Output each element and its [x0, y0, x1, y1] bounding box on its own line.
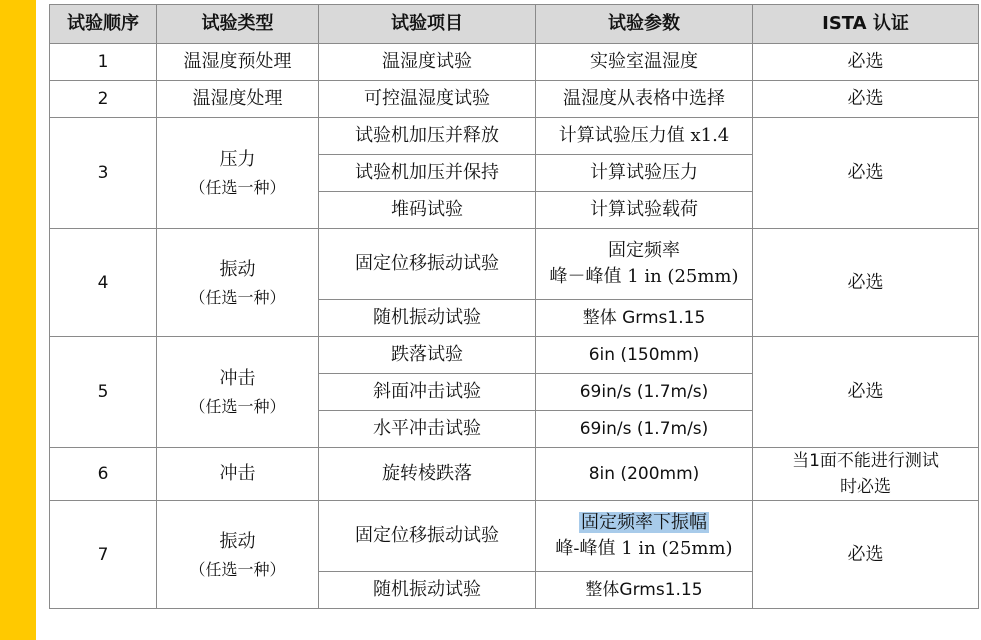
param-line	[536, 510, 752, 536]
type-cell: 温湿度处理	[157, 81, 319, 118]
cert-cell	[753, 448, 979, 501]
table-row	[50, 229, 979, 300]
item-cell: 温湿度试验	[319, 44, 536, 81]
item-cell: 跌落试验	[319, 337, 536, 374]
param-line: 峰-峰值 1 in (25mm)	[555, 538, 733, 559]
cert-cell: 必选	[753, 81, 979, 118]
param-cell: 整体 Grms1.15	[536, 300, 753, 337]
header-cell: 试验顺序	[50, 5, 157, 44]
header-cell: 试验项目	[319, 5, 536, 44]
item-cell: 试验机加压并释放	[319, 118, 536, 155]
param-cell: 实验室温湿度	[536, 44, 753, 81]
param-cell: 8in (200mm)	[536, 448, 753, 501]
item-cell: 旋转棱跌落	[319, 448, 536, 501]
type-note: （任选一种）	[189, 178, 286, 197]
param-cell: 69in/s (1.7m/s)	[536, 374, 753, 411]
param-line: 峰－峰值 1 in (25mm)	[549, 266, 739, 287]
cert-cell: 必选	[753, 229, 979, 337]
header-cell: ISTA 认证	[753, 5, 979, 44]
cert-cell: 必选	[753, 337, 979, 448]
type-note: （任选一种）	[189, 397, 286, 416]
table-row	[50, 501, 979, 572]
item-cell: 可控温湿度试验	[319, 81, 536, 118]
cert-cell: 必选	[753, 501, 979, 609]
ista-test-table	[49, 4, 979, 609]
type-label: 振动	[219, 258, 256, 280]
accent-bar	[0, 0, 36, 640]
type-label: 振动	[219, 530, 256, 552]
param-cell: 计算试验载荷	[536, 192, 753, 229]
item-cell: 斜面冲击试验	[319, 374, 536, 411]
header-cell: 试验类型	[157, 5, 319, 44]
item-cell: 固定位移振动试验	[319, 229, 536, 300]
seq-cell: 5	[50, 337, 157, 448]
table-row	[50, 118, 979, 155]
cert-cell: 必选	[753, 44, 979, 81]
param-cell: 整体Grms1.15	[536, 572, 753, 609]
type-cell	[157, 118, 319, 229]
table-header-row	[50, 5, 979, 44]
type-label: 压力	[219, 149, 256, 170]
type-note: （任选一种）	[189, 287, 286, 307]
type-cell: 温湿度预处理	[157, 44, 319, 81]
table-row	[50, 81, 979, 118]
type-cell: 冲击	[157, 448, 319, 501]
seq-cell: 3	[50, 118, 157, 229]
highlighted-text[interactable]: 固定频率下振幅	[581, 512, 707, 533]
param-cell: 温湿度从表格中选择	[536, 81, 753, 118]
param-cell: 6in (150mm)	[536, 337, 753, 374]
cert-line: 当1面不能进行测试	[792, 451, 939, 471]
param-cell: 计算试验压力	[536, 155, 753, 192]
seq-cell: 4	[50, 229, 157, 337]
param-line: 固定频率	[608, 240, 680, 261]
cert-cell: 必选	[753, 118, 979, 229]
type-cell	[157, 501, 319, 609]
seq-cell: 7	[50, 501, 157, 609]
type-cell	[157, 229, 319, 337]
param-cell: 计算试验压力值 x1.4	[536, 118, 753, 155]
item-cell: 堆码试验	[319, 192, 536, 229]
item-cell: 随机振动试验	[319, 300, 536, 337]
type-note: （任选一种）	[189, 559, 286, 579]
param-cell: 69in/s (1.7m/s)	[536, 411, 753, 448]
item-cell: 固定位移振动试验	[319, 501, 536, 572]
cert-line: 时必选	[840, 477, 891, 497]
seq-cell: 6	[50, 448, 157, 501]
item-cell: 水平冲击试验	[319, 411, 536, 448]
item-cell: 试验机加压并保持	[319, 155, 536, 192]
table-row	[50, 44, 979, 81]
param-cell	[536, 501, 753, 572]
param-cell	[536, 229, 753, 300]
type-label: 冲击	[219, 368, 256, 389]
table-row	[50, 448, 979, 501]
table-row	[50, 337, 979, 374]
type-cell	[157, 337, 319, 448]
seq-cell: 1	[50, 44, 157, 81]
seq-cell: 2	[50, 81, 157, 118]
header-cell: 试验参数	[536, 5, 753, 44]
item-cell: 随机振动试验	[319, 572, 536, 609]
